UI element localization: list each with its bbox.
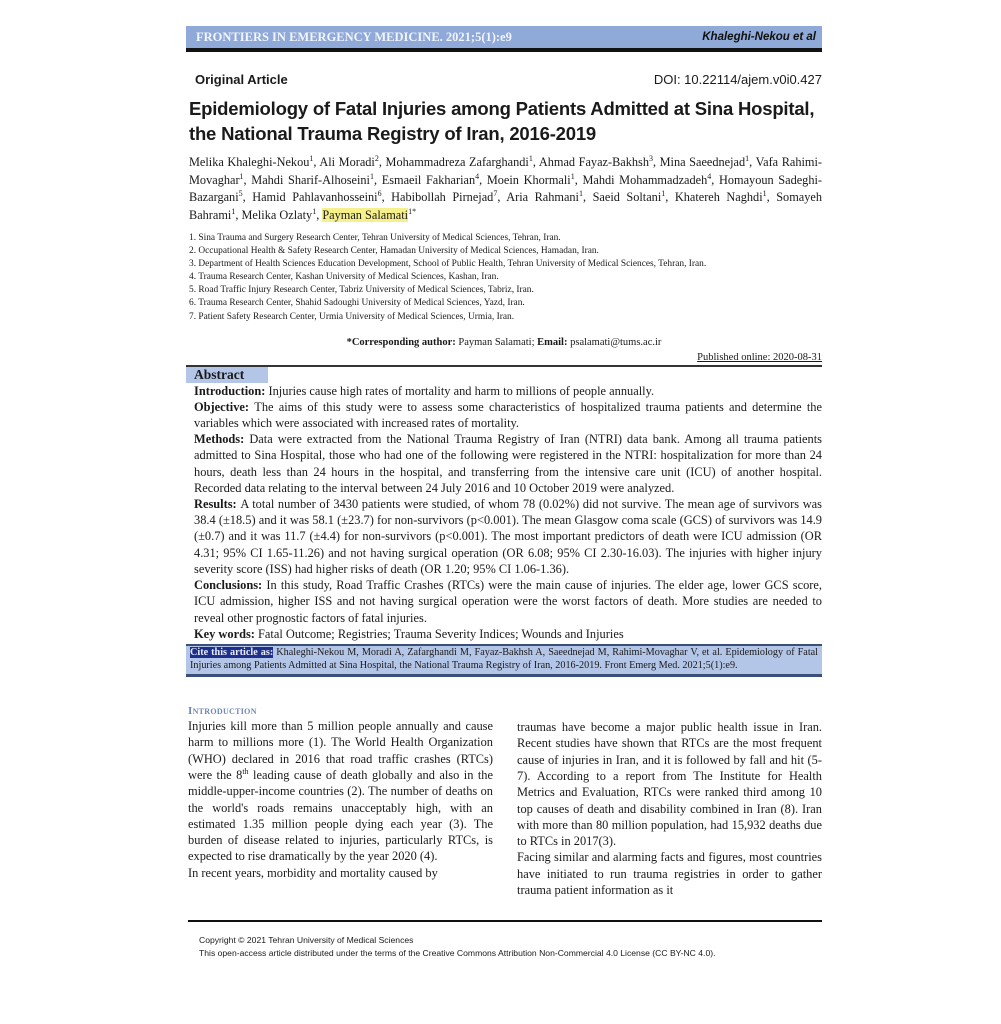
- paper-title: Epidemiology of Fatal Injuries among Patients Admitted at Sina Hospital, the National Trauma Registry of Iran, 2016-2019: [189, 98, 815, 144]
- affiliation-item: 6. Trauma Research Center, Shahid Sadoughi University of Medical Sciences, Yazd, Iran.: [189, 298, 525, 309]
- intro-paragraph: In recent years, morbidity and mortality caused by: [188, 865, 438, 880]
- citation-text: Khaleghi-Nekou M, Moradi A, Zafarghandi M, Fayaz-Bakhsh A, Saeednejad M, Rahimi-Movaghar V, et al. Epidemiology of Fatal Injuries among Patients Admitted at Sina Hospital, the National Trauma Registry of Iran, 2016-2019. Front Emerg Med. 2021;5(1):e9.: [190, 646, 819, 671]
- abstract-section-label: Introduction:: [194, 383, 269, 398]
- author-name: [386, 155, 533, 169]
- author-name: [593, 190, 666, 204]
- affiliation-item: 7. Patient Safety Research Center, Urmia University of Medical Sciences, Urmia, Iran.: [189, 311, 515, 322]
- author-text: Habibollah Pirnejad: [391, 190, 494, 204]
- author-name: [322, 208, 416, 222]
- author-text: Vafa Rahimi-Movaghar: [189, 155, 822, 187]
- author-name: [319, 155, 379, 169]
- author-name: [487, 173, 575, 187]
- author-name: [675, 190, 767, 204]
- affiliation-marker: 6: [377, 188, 382, 198]
- paper-page: [186, 0, 822, 971]
- author-name: [660, 155, 750, 169]
- abstract-rule: [186, 365, 822, 367]
- abstract-section-text: Injuries cause high rates of mortality and harm to millions of people annually.: [268, 383, 655, 398]
- copyright-text: Copyright © 2021 Tehran University of Medical Sciences: [199, 935, 414, 946]
- author-name: [382, 173, 479, 187]
- affiliation-marker: 4: [475, 171, 480, 181]
- author-text: Payman Salamati: [322, 207, 409, 222]
- abstract-section-text: Data were extracted from the National Trauma Registry of Iran (NTRI) data bank. Among all trauma patients admitted to Sina Hospital, those who had one of the following were registered in the NTRI: hospitalization for more than 24 hours, death less than 24 hours in the hospital, and transferring from the intensive care unit (ICU) of another hospital. Recorded data relating to the interval between 24 July 2016 and 10 October 2019 were analyzed.: [194, 432, 822, 495]
- abstract-section: [194, 383, 822, 399]
- email-link[interactable]: psalamati@tums.ac.ir: [570, 336, 662, 348]
- author-name: [391, 190, 497, 204]
- abstract-section: [194, 626, 822, 642]
- abstract-section-text: A total number of 3430 patients were studied, of whom 78 (0.02%) did not survive. The mean age of survivors was 38.4 (±18.5) and it was 58.1 (±23.7) for non-survivors (p<0.001). The mean Glasgow coma scale (GCS) of survivors was 14.9 (±0.7) and it was 11.7 (±4.4) for non-survivors (p<0.001). The most important predictors of death were ICU admission (OR 4.31; 95% CI 1.65-11.26) and not having surgical operation (OR 6.08; 95% CI 2.30-16.03). The injuries with higher injury severity score (ISS) had higher risks of death (OR 1.20; 95% CI 1.06-1.36).: [194, 497, 822, 576]
- author-text: Aria Rahmani: [506, 190, 579, 204]
- intro-left-column: [188, 718, 493, 898]
- ordinal-suffix: th: [242, 766, 249, 776]
- corresponding-label: *Corresponding author:: [346, 336, 456, 348]
- author-text: Saeid Soltani: [592, 190, 662, 204]
- abstract-section-label: Methods:: [194, 432, 250, 447]
- abstract-section-text: Fatal Outcome; Registries; Trauma Severity Indices; Wounds and Injuries: [258, 626, 624, 641]
- abstract-section: [194, 496, 822, 577]
- abstract-section-text: In this study, Road Traffic Crashes (RTCs) were the main cause of injuries. The elder age, lower GCS score, ICU admission, higher ISS and not having surgical operation were the worst factors of death. More studies are needed to reveal other prognostic factors of fatal injuries.: [194, 578, 823, 625]
- footer-rule: [188, 920, 822, 922]
- author-text: Somayeh Bahrami: [189, 190, 822, 222]
- abstract-section: [194, 431, 822, 496]
- author-text: Esmaeil Fakharian: [381, 172, 476, 187]
- author-name: [582, 173, 711, 187]
- affiliation-item: 4. Trauma Research Center, Kashan University of Medical Sciences, Kashan, Iran.: [189, 272, 499, 283]
- intro-columns: [186, 718, 822, 898]
- author-text: Hamid Pahlavanhosseini: [252, 190, 378, 204]
- citation-box: [186, 644, 822, 677]
- abstract-body: [186, 383, 822, 642]
- affiliation-marker: 4: [707, 171, 712, 181]
- published-date: Published online: 2020-08-31: [697, 351, 822, 363]
- abstract-section-label: Objective:: [194, 399, 255, 414]
- citation-label: Cite this article as:: [190, 646, 274, 658]
- affiliation-marker: 1: [369, 171, 374, 181]
- affiliation-marker: 2: [374, 153, 379, 163]
- affiliation-item: 2. Occupational Health & Safety Research Center, Hamadan University of Medical Sciences, Hamadan, Iran.: [189, 246, 599, 257]
- affiliation-marker: 1: [312, 206, 317, 216]
- affiliation-marker: 1: [661, 188, 666, 198]
- footer: [186, 934, 822, 959]
- abstract-section-label: Conclusions:: [194, 578, 267, 593]
- affiliation-marker: 1: [528, 153, 533, 163]
- affiliation-item: 3. Department of Health Sciences Education Development, School of Public Health, Tehran University of Medical Sciences, Tehran, Iran.: [189, 259, 707, 270]
- author-name: [189, 155, 313, 169]
- affiliation-list: [186, 232, 822, 324]
- affiliation-marker: 1: [578, 188, 583, 198]
- abstract-section: [194, 399, 822, 431]
- author-name: [251, 173, 374, 187]
- article-type: Original Article: [195, 72, 288, 87]
- affiliation-marker: 1: [570, 171, 575, 181]
- author-name: [539, 155, 653, 169]
- running-authors: Khaleghi-Nekou et al: [702, 31, 816, 43]
- affiliation-marker: 1: [762, 188, 767, 198]
- introduction-heading: Introduction: [188, 705, 257, 718]
- affiliation-marker: 1: [231, 206, 236, 216]
- author-name: [506, 190, 583, 204]
- author-text: Homayoun Sadeghi-Bazargani: [189, 172, 822, 204]
- affiliation-marker: 7: [493, 188, 498, 198]
- doi-link[interactable]: DOI: 10.22114/ajem.v0i0.427: [653, 72, 822, 87]
- author-list: Melika Khaleghi-Nekou$^1$, Ali Moradi$^2$, Mohammadreza Zafarghandi$^1$, Ahmad Fayaz-Bakhsh$^3$, Mina Saeednejad$^1$, Vafa Rahimi-Movaghar$^1$, Mahdi Sharif-Alhoseini$^1$, Esmaeil Fakharian$^4$, Moein Khormali$^1$, Mahdi Mohammadzadeh$^4$, Homayoun Sadeghi-Bazargani$^5$, Hamid Pahlavanhosseini$^6$, Habibollah Pirnejad$^7$, Aria Rahmani$^1$, Saeid Soltani$^1$, Khatereh Naghdi$^1$, Somayeh Bahrami$^1$, Melika Ozlaty$^1$, Payman Salamati$^{1*}$: [189, 153, 822, 222]
- affiliation-marker: 1: [239, 171, 244, 181]
- author-name: [242, 208, 317, 222]
- abstract-section-label: Results:: [194, 497, 241, 512]
- affiliation-marker: 1: [745, 153, 750, 163]
- corresponding-name: Payman Salamati;: [458, 336, 535, 348]
- abstract-heading: Abstract: [186, 367, 268, 383]
- article-meta: [186, 72, 822, 88]
- abstract-section: [194, 577, 822, 626]
- corresponding-author: [186, 336, 822, 350]
- journal-title: FRONTIERS IN EMERGENCY MEDICINE. 2021;5(1):e9: [196, 29, 512, 44]
- affiliation-marker: 5: [238, 188, 243, 198]
- intro-paragraph: Facing similar and alarming facts and figures, most countries have initiated to run trauma registries in order to gather trauma patient information as it: [517, 850, 822, 898]
- affiliation-marker: 1*: [408, 206, 417, 216]
- intro-right-column: [517, 719, 822, 898]
- abstract-section-label: Key words:: [194, 626, 259, 641]
- author-text: Mina Saeednejad: [659, 155, 746, 169]
- author-text: Khatereh Naghdi: [674, 190, 763, 204]
- affiliation-item: 1. Sina Trauma and Surgery Research Center, Tehran University of Medical Sciences, Tehran, Iran.: [189, 233, 561, 243]
- author-text: Mohammadreza Zafarghandi: [385, 155, 529, 169]
- affiliation-marker: 3: [648, 153, 653, 163]
- journal-header-bar: [186, 26, 822, 52]
- author-text: Mahdi Mohammadzadeh: [582, 172, 708, 187]
- author-text: Ali Moradi: [319, 155, 375, 169]
- author-text: Melika Ozlaty: [241, 207, 313, 222]
- email-label: Email:: [537, 336, 568, 348]
- intro-paragraph: traumas have become a major public health issue in Iran. Recent studies have shown that RTCs are the most frequent cause of injuries in Iran, and it is followed by fall and hit (5-7). According to a report from The Institute for Health Metrics and Evaluation, RTCs were ranked third among 10 top causes of death and disability combined in Iran (8). Iran with more than 80 million population, had 15,932 deaths due to RTCs in 2017(3).: [517, 720, 822, 849]
- author-text: Ahmad Fayaz-Bakhsh: [538, 155, 649, 169]
- affiliation-item: 5. Road Traffic Injury Research Center, Tabriz University of Medical Sciences, Tabriz, Iran.: [189, 285, 534, 296]
- author-text: Mahdi Sharif-Alhoseini: [251, 172, 370, 187]
- author-text: Melika Khaleghi-Nekou: [189, 155, 310, 169]
- license-text: This open-access article distributed under the terms of the Creative Commons Attribution Non-Commercial 4.0 License (CC BY-NC 4.0).: [199, 947, 716, 958]
- abstract-section-text: The aims of this study were to assess some characteristics of hospitalized trauma patients and determine the variables which were associated with increased rates of mortality.: [194, 399, 822, 431]
- intro-paragraph: Injuries kill more than 5 million people annually and cause harm to millions more (1). The World Health Organization (WHO) declared in 2016 that road traffic crashes (RTCs) were the 8th leading cause of death globally and also in the middle-upper-income countries (2). The number of deaths on the world's roads remains unacceptably high, with an estimated 1.35 million people dying each year (3). The burden of disease related to injuries, particularly RTCs, is expected to rise dramatically by the year 2020 (4).: [188, 719, 493, 864]
- author-text: Moein Khormali: [486, 172, 571, 187]
- author-name: [252, 190, 381, 204]
- affiliation-marker: 1: [309, 153, 314, 163]
